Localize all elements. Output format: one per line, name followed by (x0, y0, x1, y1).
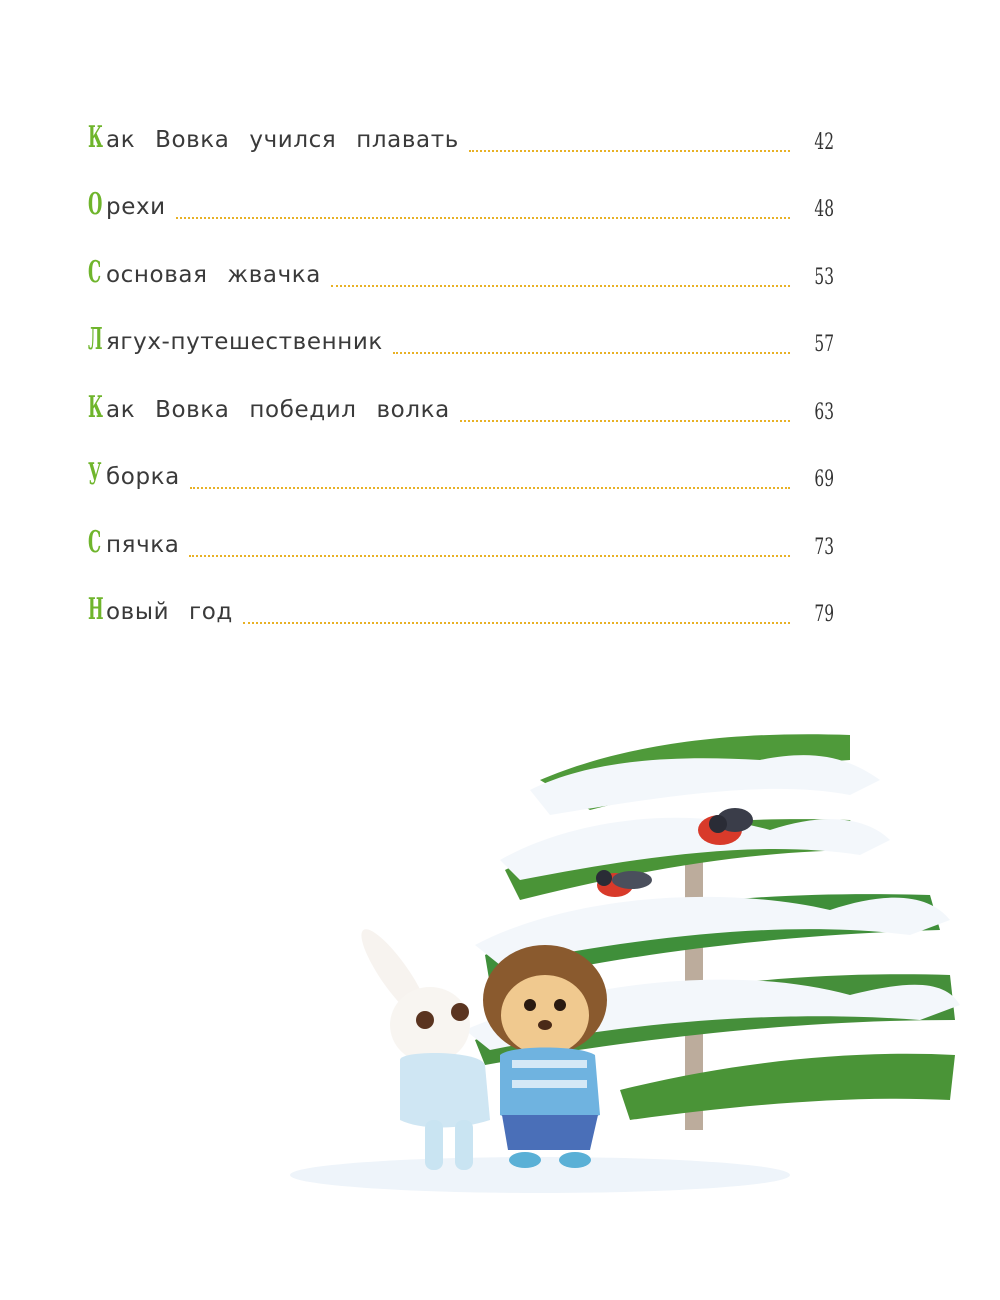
dotted-leader (393, 352, 790, 354)
entry-title-text: овый год (106, 599, 233, 625)
dotted-leader (460, 420, 790, 422)
entry-title (88, 255, 321, 298)
entry-title-text: основая жвачка (106, 261, 321, 288)
page-number: 69 (814, 467, 834, 492)
page-number: 48 (814, 197, 834, 222)
toc-entry[interactable] (88, 298, 834, 366)
entry-initial: Н (88, 592, 104, 627)
hedgehog-icon (483, 945, 607, 1168)
entry-initial: О (88, 187, 103, 222)
entry-title (88, 120, 459, 163)
entry-initial: К (88, 119, 104, 155)
toc-entry[interactable] (88, 230, 834, 298)
page-number: 73 (814, 534, 834, 560)
entry-title (88, 187, 166, 230)
page-number: 53 (814, 264, 834, 290)
page-number: 63 (814, 399, 834, 425)
dotted-leader (189, 555, 790, 557)
winter-illustration (290, 720, 970, 1200)
entry-title-text: пячка (106, 531, 180, 558)
dotted-leader (469, 150, 790, 152)
toc-entry[interactable] (88, 365, 834, 433)
toc-entry[interactable] (88, 500, 834, 568)
entry-title (88, 525, 179, 568)
entry-initial: Л (88, 322, 103, 357)
page-number: 79 (814, 602, 834, 627)
dotted-leader (176, 217, 790, 219)
page-number: 57 (814, 332, 834, 357)
entry-title (88, 390, 450, 433)
entry-initial: У (88, 457, 102, 492)
entry-title (88, 457, 180, 500)
page-number: 42 (814, 129, 834, 155)
entry-title-text: ак Вовка победил волка (106, 396, 450, 423)
bullfinch-icon (596, 870, 652, 897)
entry-initial: С (88, 524, 102, 560)
dotted-leader (190, 487, 790, 489)
toc-entry[interactable] (88, 433, 834, 501)
entry-title-text: борка (106, 464, 180, 490)
entry-title-text: рехи (106, 194, 166, 220)
entry-title-text: ягух-путешественник (106, 329, 383, 355)
bunny-icon (352, 922, 490, 1170)
dotted-leader (331, 285, 790, 287)
entry-title-text: ак Вовка учился плавать (106, 126, 459, 153)
entry-title (88, 322, 383, 365)
entry-title (88, 592, 233, 635)
toc-entry[interactable] (88, 163, 834, 231)
toc-entry[interactable] (88, 568, 834, 636)
table-of-contents (88, 95, 834, 635)
entry-initial: К (88, 389, 104, 425)
dotted-leader (243, 622, 790, 624)
entry-initial: С (88, 254, 102, 290)
toc-entry[interactable] (88, 95, 834, 163)
